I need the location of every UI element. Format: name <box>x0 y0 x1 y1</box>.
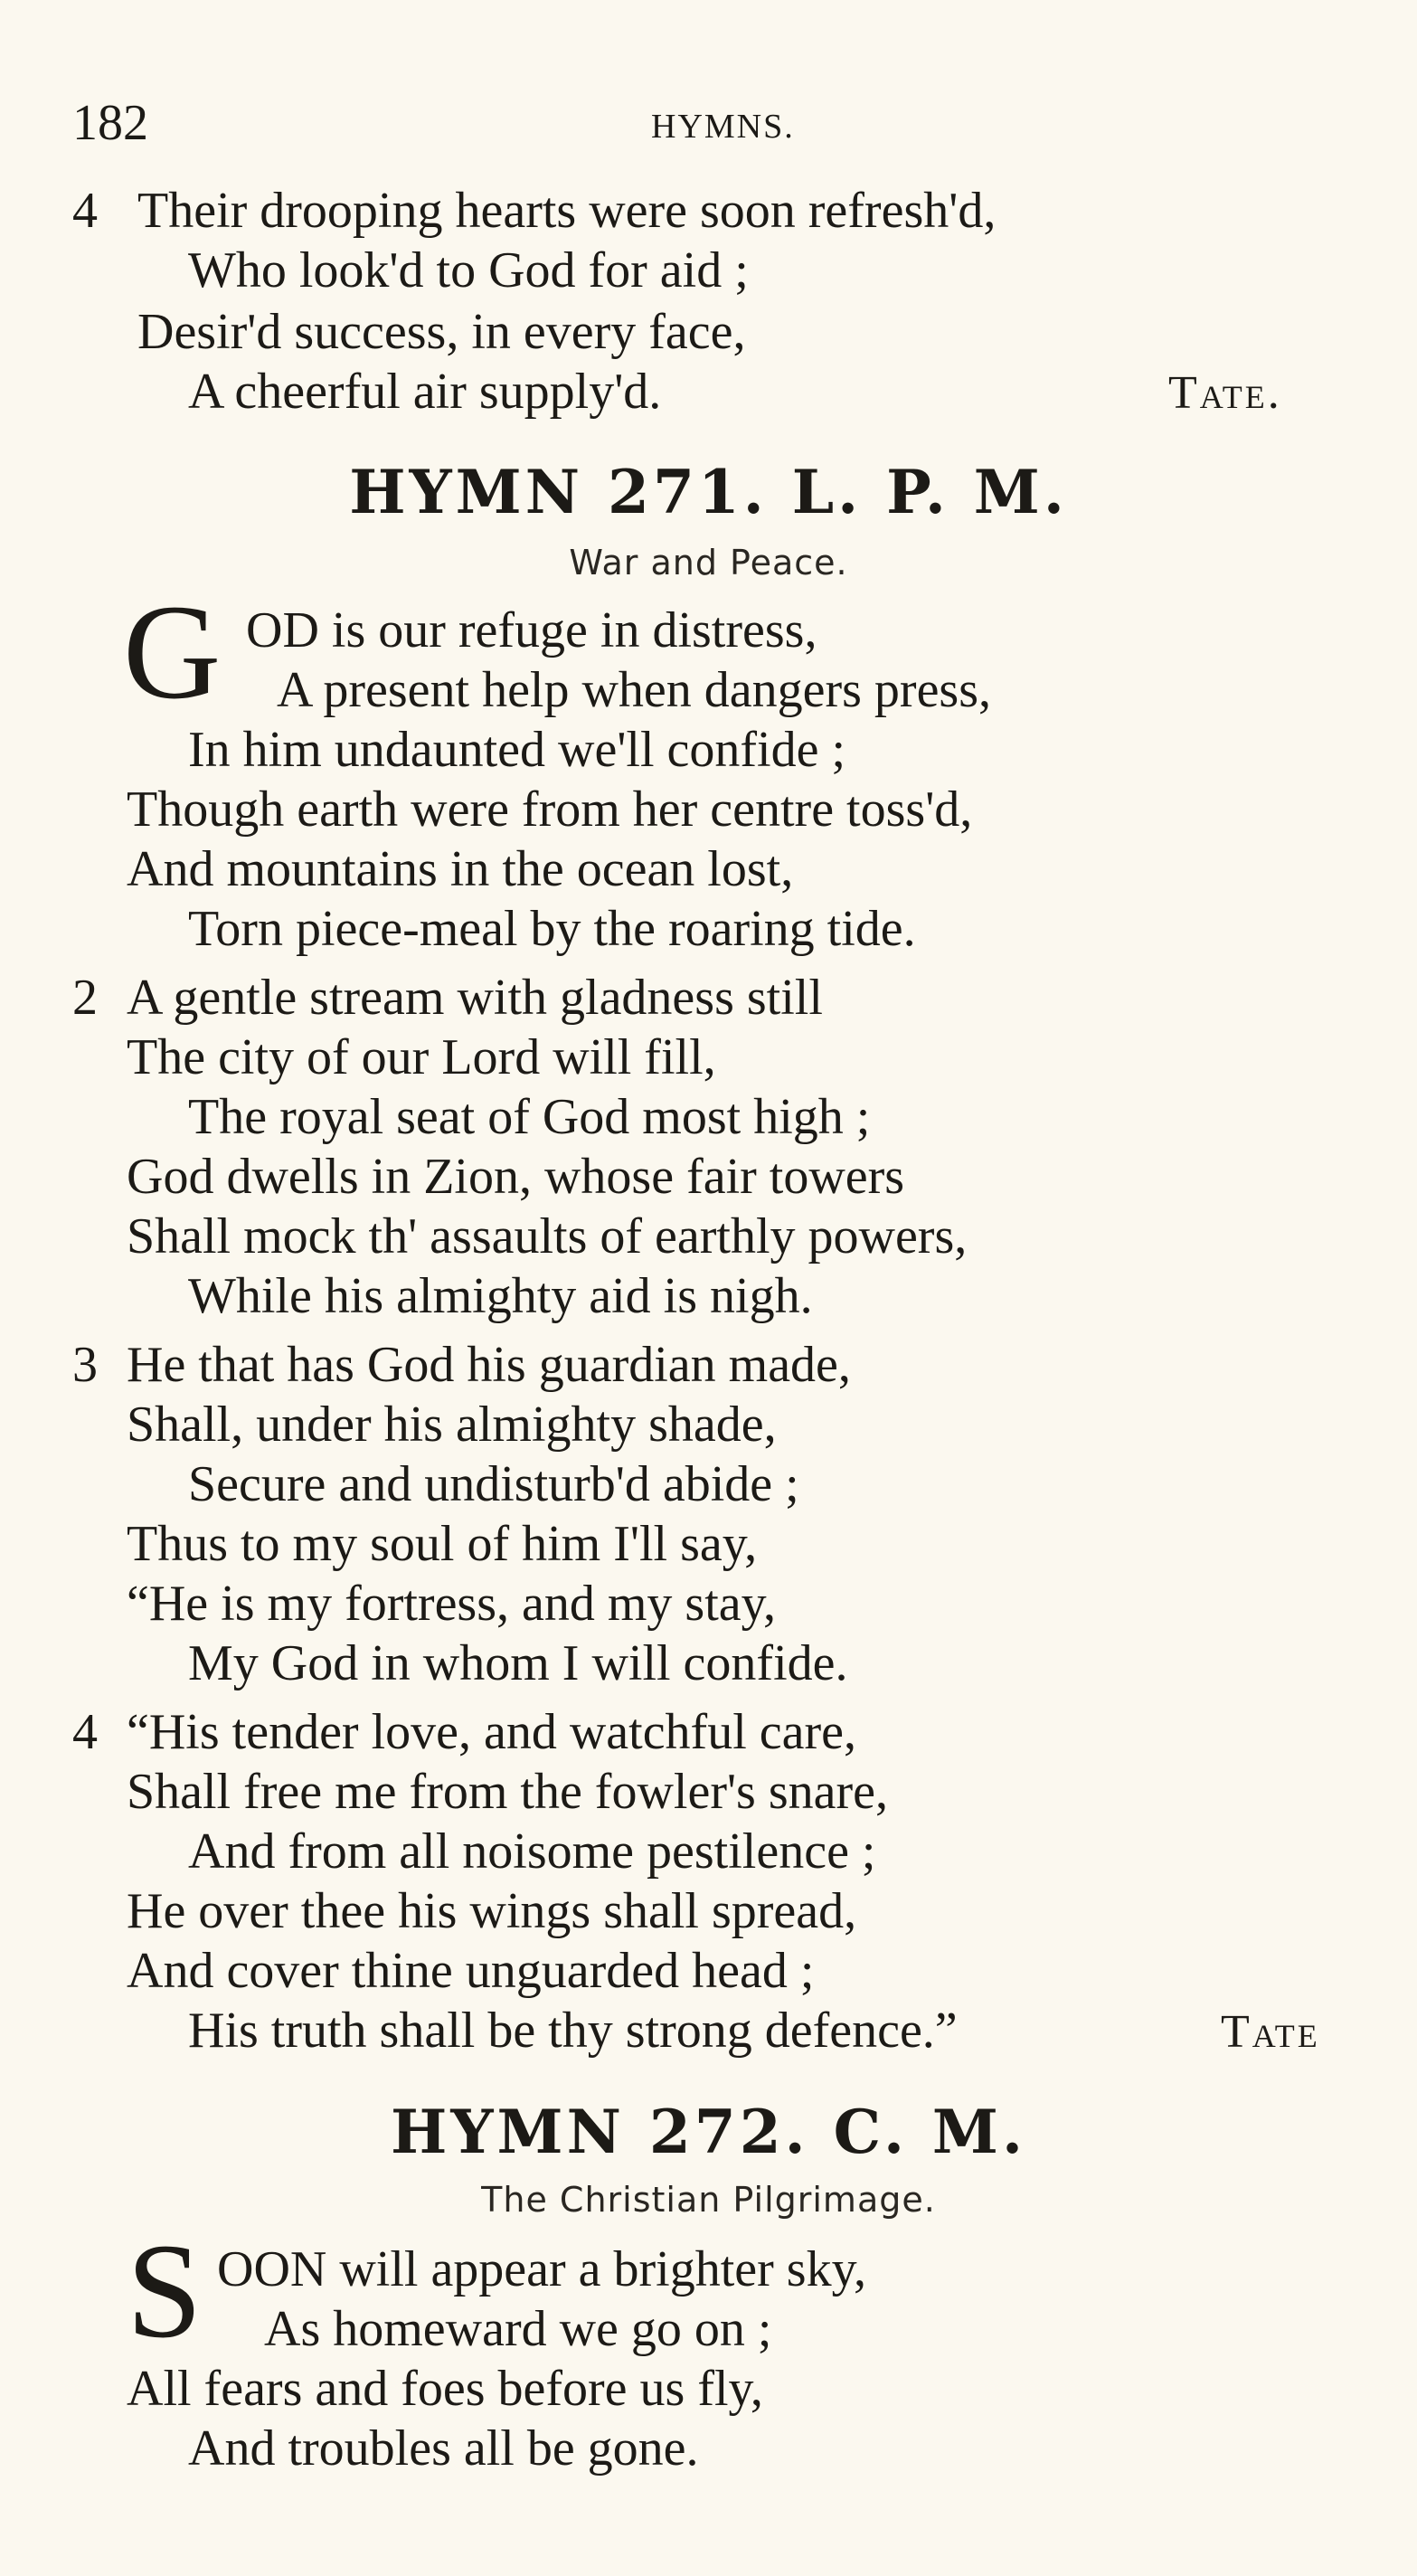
verse-line: A gentle stream with gladness still <box>127 970 823 1026</box>
verse-line: “He is my fortress, and my stay, <box>127 1576 776 1632</box>
page-header <box>72 94 1402 151</box>
hymn-title: HYMN 272. C. M. <box>391 2097 1026 2167</box>
verse-line: And mountains in the ocean lost, <box>127 841 794 897</box>
verse-line: A present help when dangers press, <box>277 662 992 718</box>
verse-line: And from all noisome pestilence ; <box>188 1823 876 1880</box>
verse-line: His truth shall be thy strong defence.” <box>188 2003 958 2059</box>
verse-line: Thus to my soul of him I'll say, <box>127 1516 758 1572</box>
verse-line: A cheerful air supply'd. <box>188 364 662 420</box>
verse-line: While his almighty aid is nigh. <box>188 1268 813 1324</box>
stanza-number: 2 <box>72 970 98 1026</box>
verse-line: Torn piece-meal by the roaring tide. <box>188 901 916 957</box>
verse-line: The royal seat of God most high ; <box>188 1089 871 1145</box>
drop-cap: S <box>127 2216 203 2366</box>
verse-line: The city of our Lord will fill, <box>127 1029 716 1085</box>
verse-line: OD is our refuge in distress, <box>246 602 817 658</box>
verse-line: “His tender love, and watchful care, <box>127 1704 856 1760</box>
drop-cap: G <box>123 577 222 727</box>
verse-line: Shall free me from the fowler's snare, <box>127 1764 888 1820</box>
hymn-author: Tate <box>1221 2006 1320 2058</box>
verse-line: Shall, under his almighty shade, <box>127 1397 777 1453</box>
hymn-subtitle: The Christian Pilgrimage. <box>481 2180 936 2220</box>
verse-line: Though earth were from her centre toss'd, <box>127 781 973 838</box>
stanza-number: 4 <box>72 1704 98 1760</box>
stanza-number: 3 <box>72 1337 98 1393</box>
verse-line: Desir'd success, in every face, <box>137 304 746 360</box>
verse-line: OON will appear a brighter sky, <box>217 2241 866 2297</box>
running-title: HYMNS. <box>651 108 795 146</box>
page-number: 182 <box>72 95 148 151</box>
verse-line: Shall mock th' assaults of earthly powers, <box>127 1208 968 1264</box>
verse-line: God dwells in Zion, whose fair towers <box>127 1149 905 1205</box>
verse-line: All fears and foes before us fly, <box>127 2361 763 2417</box>
stanza-number: 4 <box>72 183 98 239</box>
hymn-title: HYMN 271. L. P. M. <box>349 457 1068 527</box>
verse-line: As homeward we go on ; <box>264 2301 772 2357</box>
verse-line: Secure and undisturb'd abide ; <box>188 1456 799 1512</box>
hymn-subtitle: War and Peace. <box>569 543 848 582</box>
verse-line: In him undaunted we'll confide ; <box>188 722 846 778</box>
verse-line: And cover thine unguarded head ; <box>127 1943 815 1999</box>
verse-line: My God in whom I will confide. <box>188 1635 848 1691</box>
verse-line: He that has God his guardian made, <box>127 1337 851 1393</box>
verse-line: Who look'd to God for aid ; <box>188 242 749 298</box>
verse-line: And troubles all be gone. <box>188 2420 699 2477</box>
verse-line: He over thee his wings shall spread, <box>127 1883 857 1939</box>
hymn-author: Tate. <box>1168 367 1282 419</box>
verse-line: Their drooping hearts were soon refresh'd, <box>137 183 997 239</box>
